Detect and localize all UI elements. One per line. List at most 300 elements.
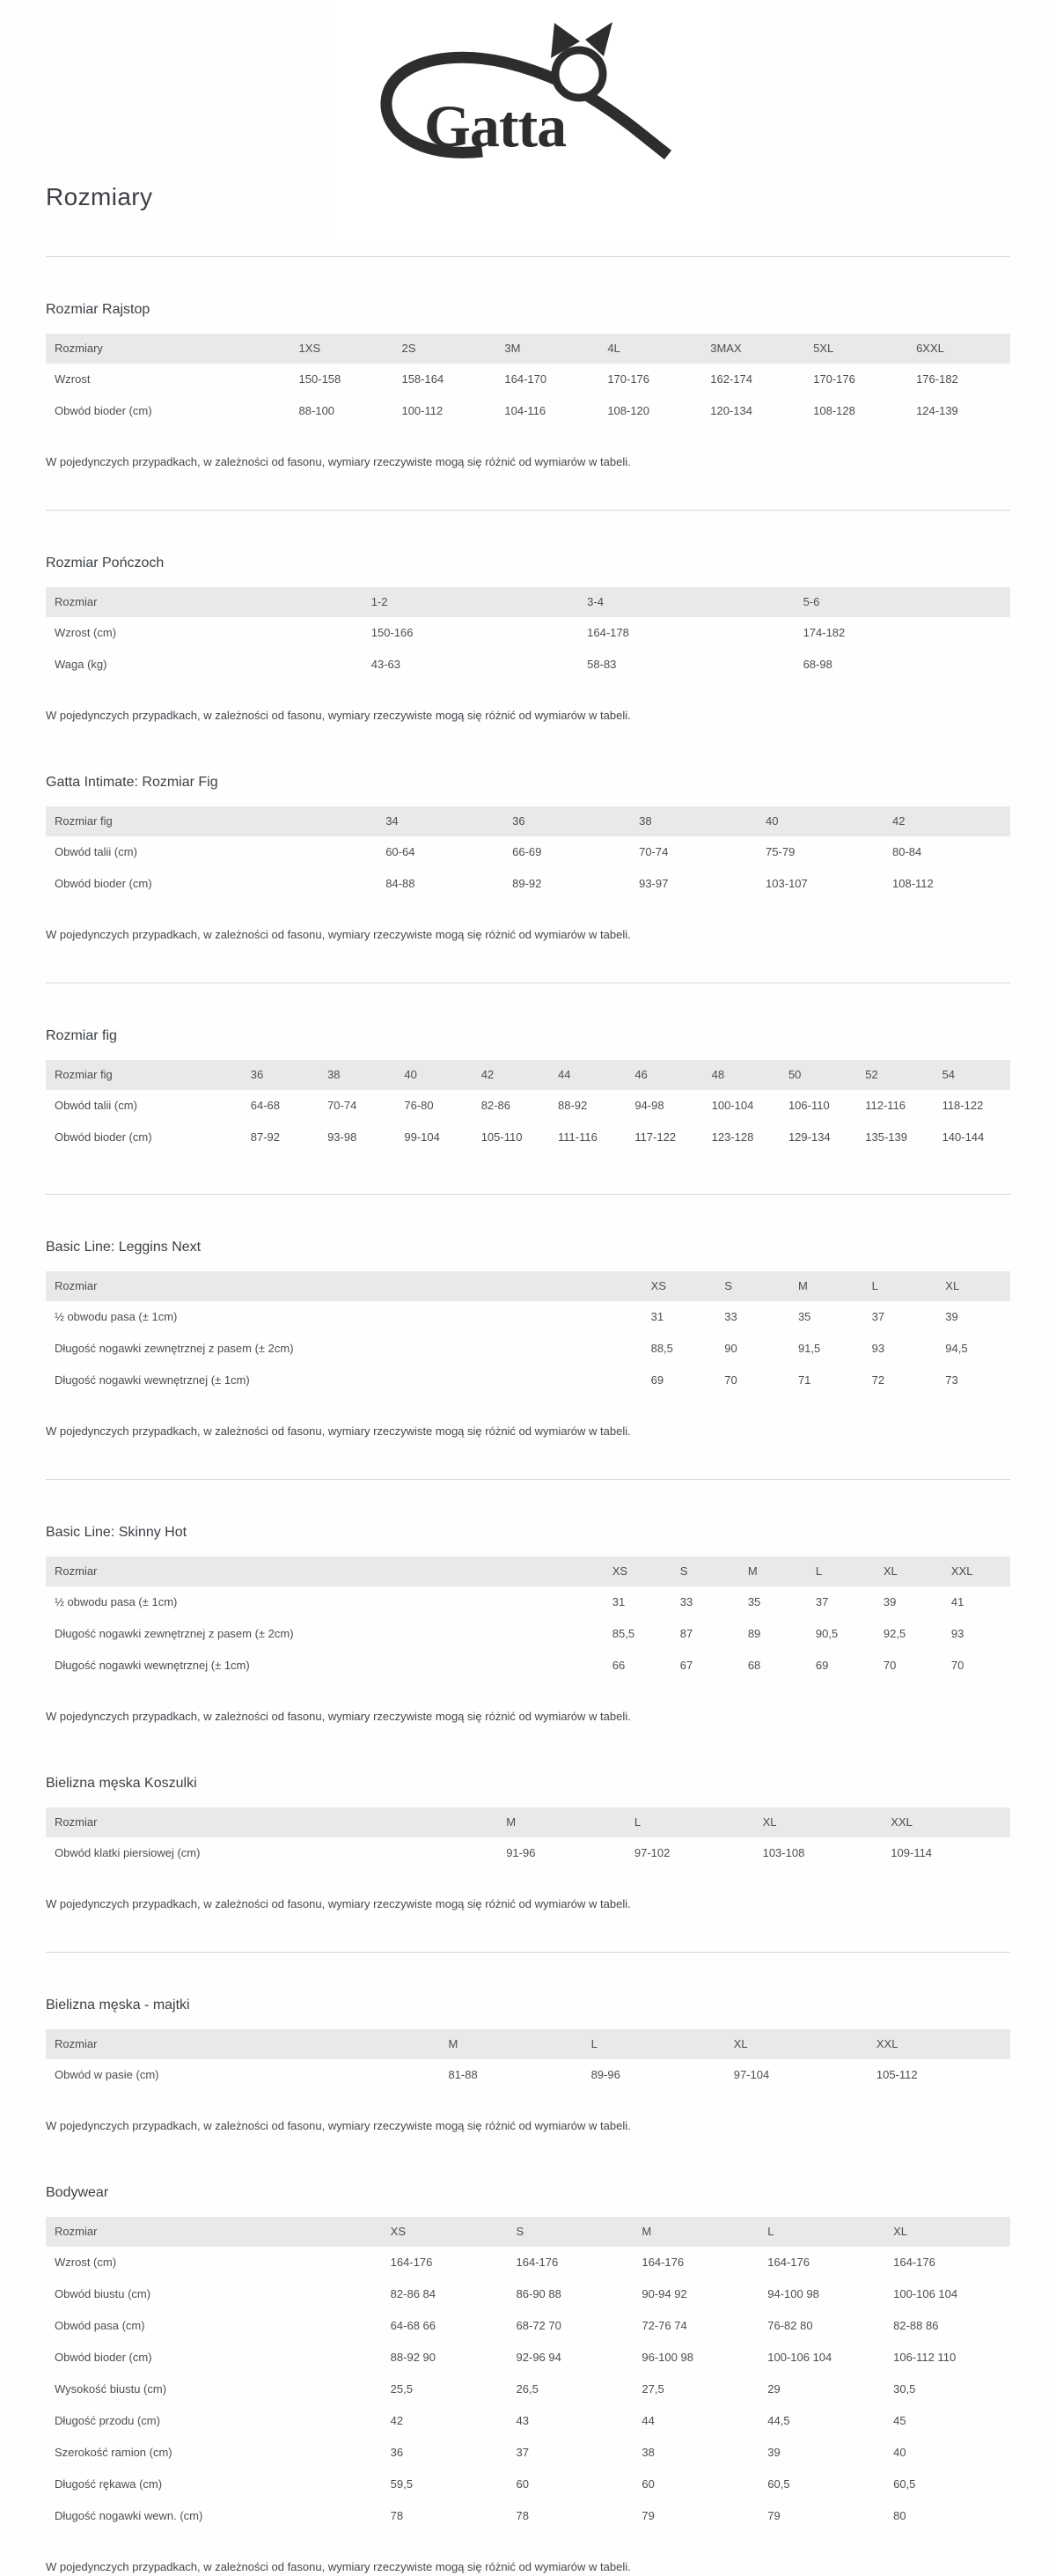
row-label: Długość nogawki wewn. (cm)	[55, 2509, 203, 2522]
row-label: Szerokość ramion (cm)	[55, 2446, 172, 2459]
table-row	[46, 1333, 1010, 1365]
table-header-row	[46, 334, 1010, 364]
header-cell: 1XS	[290, 334, 393, 364]
table-cell: 41	[950, 1595, 964, 1608]
table-cell: 108-128	[813, 404, 855, 417]
row-label: Wysokość biustu (cm)	[55, 2382, 167, 2396]
disclaimer-text: W pojedynczych przypadkach, w zależności od fasonu, wymiary rzeczywiste mogą się różnić od wymiarów w tabeli.	[46, 928, 631, 941]
table-cell: 94-100 98	[767, 2287, 819, 2300]
table-cell: 66	[612, 1659, 626, 1672]
header-cell: 6XXL	[907, 334, 1010, 364]
table-cell: 99-104	[404, 1130, 440, 1144]
header-cell: 36	[503, 806, 630, 836]
table-cell: 76-82 80	[767, 2319, 813, 2332]
table-cell: 33	[724, 1310, 737, 1323]
section-1	[46, 301, 1010, 511]
table-cell: 43-63	[370, 658, 400, 671]
header-cell: 1-2	[363, 587, 578, 617]
table-cell: 79	[642, 2509, 655, 2522]
table-cell: 43	[516, 2414, 529, 2427]
table-cell: 80-84	[892, 845, 922, 858]
table-row	[46, 1650, 1010, 1682]
row-label: Obwód bioder (cm)	[55, 2351, 152, 2364]
table-cell: 58-83	[587, 658, 617, 671]
table-cell: 105-110	[480, 1130, 523, 1144]
table-row	[46, 395, 1010, 427]
table-cell: 89	[747, 1627, 761, 1640]
table-cell: 88-100	[298, 404, 335, 417]
table-cell: 39	[883, 1595, 897, 1608]
table-cell: 85,5	[612, 1627, 635, 1640]
table-header-row	[46, 2217, 1010, 2247]
table-cell: 103-107	[766, 877, 808, 890]
table-cell: 31	[650, 1310, 664, 1323]
table-cell: 108-120	[607, 404, 650, 417]
header-cell: XL	[936, 1271, 1010, 1301]
table-cell: 91-96	[506, 1846, 536, 1859]
header-cell: Rozmiar	[46, 2029, 439, 2059]
disclaimer-text: W pojedynczych przypadkach, w zależności od fasonu, wymiary rzeczywiste mogą się różnić od wymiarów w tabeli.	[46, 2119, 631, 2132]
table-cell: 164-176	[390, 2256, 433, 2269]
header-cell: 3M	[495, 334, 598, 364]
table-cell: 118-122	[942, 1099, 984, 1112]
table-row	[46, 2469, 1010, 2500]
table-cell: 90,5	[815, 1627, 839, 1640]
table-cell: 35	[747, 1595, 761, 1608]
table-cell: 33	[679, 1595, 693, 1608]
header-cell: Rozmiar	[46, 587, 363, 617]
section-heading: Gatta Intimate: Rozmiar Fig	[46, 775, 218, 790]
table-cell: 84-88	[385, 877, 415, 890]
table-cell: 129-134	[788, 1130, 831, 1144]
table-cell: 70-74	[327, 1099, 357, 1112]
table-cell: 140-144	[942, 1130, 985, 1144]
table-cell: 39	[767, 2446, 781, 2459]
table-cell: 37	[815, 1595, 829, 1608]
table-cell: 79	[767, 2509, 781, 2522]
table-row	[46, 2374, 1010, 2405]
section-heading: Rozmiar fig	[46, 1028, 117, 1043]
table-cell: 106-110	[788, 1099, 830, 1112]
table-cell: 82-88 86	[893, 2319, 939, 2332]
table-row	[46, 868, 1010, 900]
header-cell: 3MAX	[701, 334, 804, 364]
table-cell: 89-96	[590, 2068, 620, 2081]
table-cell: 164-178	[587, 626, 629, 639]
row-label: Obwód pasa (cm)	[55, 2319, 145, 2332]
table-cell: 72	[871, 1373, 885, 1387]
table-cell: 70-74	[639, 845, 669, 858]
table-cell: 170-176	[813, 372, 855, 386]
header-cell: XXL	[868, 2029, 1010, 2059]
table-cell: 71	[797, 1373, 811, 1387]
disclaimer-text: W pojedynczych przypadkach, w zależności od fasonu, wymiary rzeczywiste mogą się różnić od wymiarów w tabeli.	[46, 709, 631, 722]
header-cell: 38	[319, 1060, 395, 1090]
disclaimer-text: W pojedynczych przypadkach, w zależności od fasonu, wymiary rzeczywiste mogą się różnić od wymiarów w tabeli.	[46, 1897, 631, 1910]
table-cell: 68-98	[803, 658, 832, 671]
table-cell: 111-116	[558, 1130, 598, 1144]
sections-container	[46, 301, 1010, 2574]
table-cell: 123-128	[711, 1130, 754, 1144]
table-cell: 64-68 66	[390, 2319, 436, 2332]
table-cell: 40	[893, 2446, 906, 2459]
row-label: Długość nogawki zewnętrznej z pasem (± 2cm)	[55, 1342, 294, 1355]
section-3	[46, 774, 1010, 983]
header-cell: 3-4	[578, 587, 794, 617]
header-cell: 36	[242, 1060, 319, 1090]
header-cell: Rozmiar	[46, 1807, 497, 1837]
header-cell: 40	[757, 806, 884, 836]
table-cell: 86-90 88	[516, 2287, 561, 2300]
section-heading: Rozmiar Pończoch	[46, 556, 165, 570]
header-cell: Rozmiar fig	[46, 1060, 242, 1090]
table-cell: 150-158	[298, 372, 341, 386]
section-divider	[46, 1952, 1010, 1953]
row-label: Wzrost	[55, 372, 91, 386]
header-cell: M	[789, 1271, 863, 1301]
table-cell: 60	[516, 2477, 529, 2491]
row-label: Obwód biustu (cm)	[55, 2287, 151, 2300]
table-cell: 109-114	[891, 1846, 933, 1859]
header-cell: Rozmiar	[46, 1557, 604, 1586]
row-label: Długość przodu (cm)	[55, 2414, 160, 2427]
row-label: Obwód klatki piersiowej (cm)	[55, 1846, 201, 1859]
table-header-row	[46, 1807, 1010, 1837]
row-label: Obwód talii (cm)	[55, 845, 137, 858]
table-cell: 39	[945, 1310, 958, 1323]
header-cell: M	[497, 1807, 626, 1837]
table-cell: 66-69	[512, 845, 542, 858]
size-table	[46, 334, 1010, 427]
header-cell: Rozmiary	[46, 334, 290, 364]
header-cell: 44	[549, 1060, 626, 1090]
table-cell: 93	[871, 1342, 885, 1355]
table-row	[46, 2247, 1010, 2278]
table-cell: 124-139	[916, 404, 958, 417]
table-header-row	[46, 2029, 1010, 2059]
table-cell: 120-134	[710, 404, 752, 417]
table-cell: 37	[516, 2446, 529, 2459]
section-6	[46, 1524, 1010, 1724]
header-cell: XL	[754, 1807, 883, 1837]
table-row	[46, 2500, 1010, 2532]
table-cell: 60,5	[893, 2477, 916, 2491]
row-label: Długość rękawa (cm)	[55, 2477, 163, 2491]
header-cell: L	[807, 1557, 875, 1586]
header-cell: 52	[856, 1060, 933, 1090]
row-label: Obwód bioder (cm)	[55, 404, 152, 417]
size-table	[46, 2217, 1010, 2532]
table-row	[46, 2437, 1010, 2469]
table-header-row	[46, 1060, 1010, 1090]
header-cell: M	[739, 1557, 807, 1586]
row-label: Waga (kg)	[55, 658, 107, 671]
table-cell: 60	[642, 2477, 655, 2491]
table-cell: 164-176	[642, 2256, 685, 2269]
header-divider	[46, 256, 1010, 257]
section-9	[46, 2184, 1010, 2574]
table-cell: 92-96 94	[516, 2351, 561, 2364]
table-cell: 93-97	[639, 877, 669, 890]
table-cell: 69	[815, 1659, 829, 1672]
table-row	[46, 1837, 1010, 1869]
size-table	[46, 1271, 1010, 1396]
table-cell: 82-86 84	[390, 2287, 436, 2300]
table-cell: 87-92	[250, 1130, 280, 1144]
size-table	[46, 1060, 1010, 1153]
table-cell: 162-174	[710, 372, 752, 386]
table-cell: 135-139	[865, 1130, 907, 1144]
table-row	[46, 2059, 1010, 2091]
table-row	[46, 364, 1010, 395]
row-label: Obwód w pasie (cm)	[55, 2068, 159, 2081]
table-row	[46, 836, 1010, 868]
header-cell: 50	[780, 1060, 856, 1090]
row-label: ½ obwodu pasa (± 1cm)	[55, 1310, 178, 1323]
table-cell: 158-164	[401, 372, 444, 386]
table-cell: 105-112	[876, 2068, 918, 2081]
section-divider	[46, 1479, 1010, 1480]
cat-head-icon	[551, 22, 612, 98]
header-cell: XXL	[882, 1807, 1010, 1837]
size-table	[46, 806, 1010, 900]
table-cell: 38	[642, 2446, 655, 2459]
table-cell: 174-182	[803, 626, 846, 639]
header-cell: Rozmiar	[46, 2217, 382, 2247]
section-heading: Rozmiar Rajstop	[46, 302, 150, 317]
header-cell: L	[626, 1807, 754, 1837]
section-5	[46, 1239, 1010, 1480]
disclaimer-text: W pojedynczych przypadkach, w zależności od fasonu, wymiary rzeczywiste mogą się różnić od wymiarów w tabeli.	[46, 1424, 631, 1438]
section-heading: Basic Line: Leggins Next	[46, 1240, 202, 1255]
header-cell: S	[715, 1271, 789, 1301]
table-cell: 27,5	[642, 2382, 664, 2396]
table-cell: 70	[883, 1659, 897, 1672]
table-cell: 81-88	[448, 2068, 478, 2081]
row-label: Wzrost (cm)	[55, 2256, 117, 2269]
table-cell: 176-182	[916, 372, 958, 386]
table-cell: 25,5	[390, 2382, 413, 2396]
table-header-row	[46, 587, 1010, 617]
row-label: Wzrost (cm)	[55, 626, 117, 639]
header-cell: M	[633, 2217, 759, 2247]
section-divider	[46, 1194, 1010, 1195]
size-table	[46, 2029, 1010, 2091]
section-divider	[46, 510, 1010, 511]
table-cell: 94,5	[945, 1342, 968, 1355]
row-label: Długość nogawki wewnętrznej (± 1cm)	[55, 1373, 250, 1387]
table-cell: 31	[612, 1595, 626, 1608]
table-cell: 67	[679, 1659, 693, 1672]
table-cell: 150-166	[370, 626, 414, 639]
table-cell: 88,5	[650, 1342, 673, 1355]
table-cell: 100-112	[401, 404, 444, 417]
section-heading: Bodywear	[46, 2185, 109, 2200]
table-cell: 104-116	[504, 404, 546, 417]
table-cell: 29	[767, 2382, 781, 2396]
table-cell: 100-106 104	[767, 2351, 832, 2364]
table-cell: 70	[724, 1373, 737, 1387]
section-heading: Bielizna męska Koszulki	[46, 1776, 197, 1791]
table-cell: 37	[871, 1310, 885, 1323]
table-row	[46, 1122, 1010, 1153]
table-cell: 117-122	[634, 1130, 677, 1144]
table-row	[46, 1301, 1010, 1333]
table-cell: 93	[950, 1627, 964, 1640]
table-cell: 80	[893, 2509, 906, 2522]
size-table	[46, 1557, 1010, 1682]
table-cell: 112-116	[865, 1099, 906, 1112]
table-cell: 75-79	[766, 845, 796, 858]
header-cell: 2S	[392, 334, 495, 364]
table-row	[46, 617, 1010, 649]
table-cell: 68-72 70	[516, 2319, 561, 2332]
table-cell: 44,5	[767, 2414, 790, 2427]
table-cell: 45	[893, 2414, 906, 2427]
table-cell: 91,5	[797, 1342, 821, 1355]
table-cell: 26,5	[516, 2382, 539, 2396]
header-cell: 5-6	[795, 587, 1010, 617]
table-cell: 64-68	[250, 1099, 280, 1112]
table-row	[46, 2278, 1010, 2310]
header-cell: XXL	[942, 1557, 1010, 1586]
disclaimer-text: W pojedynczych przypadkach, w zależności od fasonu, wymiary rzeczywiste mogą się różnić od wymiarów w tabeli.	[46, 2560, 631, 2573]
table-cell: 73	[945, 1373, 958, 1387]
table-cell: 164-176	[767, 2256, 810, 2269]
table-cell: 103-108	[762, 1846, 805, 1859]
table-cell: 44	[642, 2414, 655, 2427]
table-cell: 69	[650, 1373, 664, 1387]
header-cell: XS	[604, 1557, 671, 1586]
table-cell: 60,5	[767, 2477, 790, 2491]
header-cell: 40	[395, 1060, 472, 1090]
table-header-row	[46, 1271, 1010, 1301]
header-cell: Rozmiar fig	[46, 806, 377, 836]
header-cell: 48	[703, 1060, 780, 1090]
table-cell: 164-176	[516, 2256, 559, 2269]
table-cell: 30,5	[893, 2382, 916, 2396]
header-cell: 5XL	[804, 334, 907, 364]
header-cell: S	[671, 1557, 739, 1586]
header-cell: L	[759, 2217, 884, 2247]
section-7	[46, 1775, 1010, 1953]
row-label: Obwód bioder (cm)	[55, 1130, 152, 1144]
row-label: Obwód talii (cm)	[55, 1099, 137, 1112]
gatta-logo	[336, 0, 720, 247]
table-cell: 88-92 90	[390, 2351, 436, 2364]
row-label: Długość nogawki wewnętrznej (± 1cm)	[55, 1659, 250, 1672]
table-header-row	[46, 806, 1010, 836]
header-cell: XL	[725, 2029, 868, 2059]
table-cell: 72-76 74	[642, 2319, 687, 2332]
header-cell: 46	[626, 1060, 702, 1090]
header-cell: 42	[884, 806, 1010, 836]
disclaimer-text: W pojedynczych przypadkach, w zależności od fasonu, wymiary rzeczywiste mogą się różnić od wymiarów w tabeli.	[46, 455, 631, 468]
table-header-row	[46, 1557, 1010, 1586]
header-cell: XL	[875, 1557, 942, 1586]
table-cell: 100-106 104	[893, 2287, 958, 2300]
table-cell: 59,5	[390, 2477, 413, 2491]
table-cell: 164-170	[504, 372, 547, 386]
header-cell: S	[508, 2217, 634, 2247]
header-cell: 54	[934, 1060, 1010, 1090]
header-cell: XS	[382, 2217, 508, 2247]
section-heading: Bielizna męska - majtki	[46, 1998, 190, 2013]
table-cell: 68	[747, 1659, 761, 1672]
page-title: Rozmiary	[46, 183, 153, 210]
table-cell: 164-176	[893, 2256, 935, 2269]
header-cell: 34	[377, 806, 503, 836]
section-4	[46, 1027, 1010, 1195]
table-cell: 100-104	[711, 1099, 754, 1112]
page-header	[46, 0, 1010, 256]
table-row	[46, 649, 1010, 681]
header-cell: L	[583, 2029, 725, 2059]
table-cell: 106-112 110	[893, 2351, 957, 2364]
logo-wordmark: Gatta	[424, 92, 567, 159]
header-cell: 4L	[598, 334, 701, 364]
table-row	[46, 2405, 1010, 2437]
section-heading: Basic Line: Skinny Hot	[46, 1525, 187, 1540]
table-cell: 82-86	[480, 1099, 510, 1112]
table-cell: 87	[679, 1627, 693, 1640]
table-cell: 70	[950, 1659, 964, 1672]
table-cell: 94-98	[634, 1099, 664, 1112]
table-row	[46, 1618, 1010, 1650]
header-cell: XS	[642, 1271, 716, 1301]
table-cell: 97-102	[634, 1846, 671, 1859]
row-label: Obwód bioder (cm)	[55, 877, 152, 890]
table-cell: 35	[797, 1310, 811, 1323]
section-8	[46, 1997, 1010, 2133]
table-cell: 78	[516, 2509, 529, 2522]
table-cell: 90	[724, 1342, 737, 1355]
table-cell: 93-98	[327, 1130, 357, 1144]
header-cell: 38	[630, 806, 757, 836]
table-cell: 96-100 98	[642, 2351, 693, 2364]
disclaimer-text: W pojedynczych przypadkach, w zależności od fasonu, wymiary rzeczywiste mogą się różnić od wymiarów w tabeli.	[46, 1710, 631, 1723]
table-row	[46, 1365, 1010, 1396]
table-cell: 36	[390, 2446, 404, 2459]
table-cell: 42	[390, 2414, 404, 2427]
table-cell: 97-104	[733, 2068, 770, 2081]
row-label: Długość nogawki zewnętrznej z pasem (± 2cm)	[55, 1627, 294, 1640]
table-cell: 88-92	[558, 1099, 588, 1112]
table-cell: 108-112	[892, 877, 934, 890]
table-cell: 76-80	[404, 1099, 434, 1112]
header-cell: 42	[473, 1060, 549, 1090]
table-cell: 89-92	[512, 877, 542, 890]
table-row	[46, 1090, 1010, 1122]
table-cell: 90-94 92	[642, 2287, 687, 2300]
table-cell: 78	[390, 2509, 404, 2522]
size-table	[46, 1807, 1010, 1869]
gatta-logo-graphic	[336, 0, 720, 247]
table-cell: 60-64	[385, 845, 415, 858]
header-cell: M	[439, 2029, 582, 2059]
row-label: ½ obwodu pasa (± 1cm)	[55, 1595, 178, 1608]
table-cell: 170-176	[607, 372, 650, 386]
table-row	[46, 2342, 1010, 2374]
section-2	[46, 555, 1010, 723]
table-row	[46, 1586, 1010, 1618]
table-cell: 92,5	[883, 1627, 906, 1640]
size-table	[46, 587, 1010, 681]
header-cell: L	[863, 1271, 937, 1301]
table-row	[46, 2310, 1010, 2342]
header-cell: XL	[884, 2217, 1010, 2247]
header-cell: Rozmiar	[46, 1271, 642, 1301]
